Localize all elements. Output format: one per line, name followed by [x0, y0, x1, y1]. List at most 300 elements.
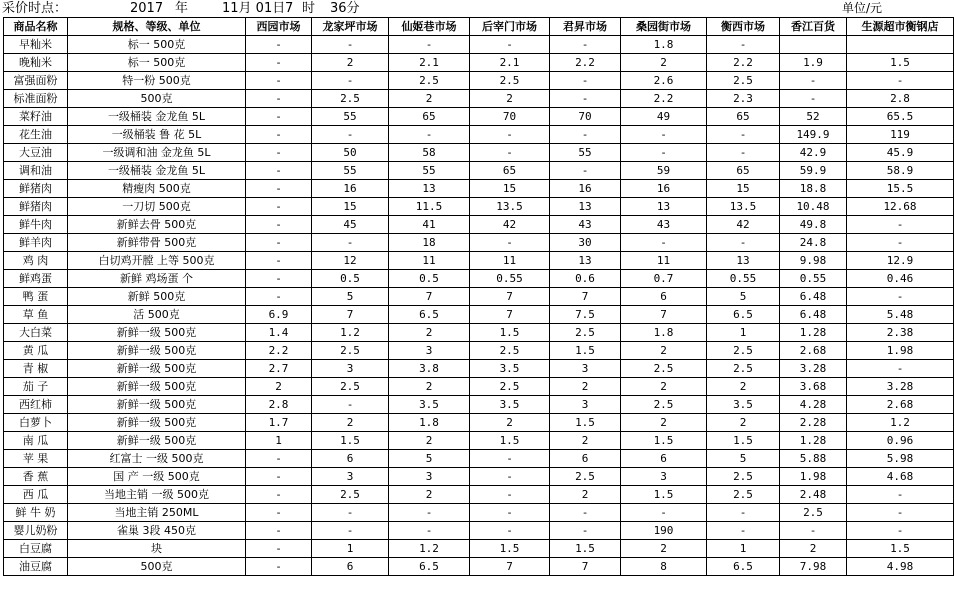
price-cell: -: [621, 504, 707, 522]
price-cell: 2.7: [246, 360, 312, 378]
price-cell: 2: [621, 378, 707, 396]
column-header: 西园市场: [246, 18, 312, 36]
price-cell: 7: [389, 288, 470, 306]
product-name-cell: 婴儿奶粉: [4, 522, 68, 540]
price-cell: 6: [312, 450, 389, 468]
price-cell: 41: [389, 216, 470, 234]
price-cell: 6: [621, 450, 707, 468]
price-cell: 2: [312, 54, 389, 72]
price-cell: -: [621, 126, 707, 144]
price-cell: 6: [312, 558, 389, 576]
spec-cell: 新鲜 500克: [68, 288, 246, 306]
price-cell: -: [246, 486, 312, 504]
price-cell: -: [470, 504, 550, 522]
price-cell: 6.5: [389, 558, 470, 576]
price-cell: -: [246, 72, 312, 90]
price-cell: 1.5: [550, 414, 621, 432]
product-name-cell: 富强面粉: [4, 72, 68, 90]
product-name-cell: 鲜牛肉: [4, 216, 68, 234]
price-cell: 3.5: [470, 396, 550, 414]
price-cell: 42: [707, 216, 780, 234]
spec-cell: 雀巢 3段 450克: [68, 522, 246, 540]
price-cell: -: [847, 234, 954, 252]
price-cell: 1.28: [780, 432, 847, 450]
price-cell: 1.2: [847, 414, 954, 432]
table-row: [4, 234, 954, 252]
price-cell: 65: [389, 108, 470, 126]
price-cell: 16: [312, 180, 389, 198]
product-name-cell: 鸡 肉: [4, 252, 68, 270]
price-cell: 6.5: [707, 306, 780, 324]
price-cell: 9.98: [780, 252, 847, 270]
table-row: [4, 126, 954, 144]
spec-cell: 新鲜一级 500克: [68, 360, 246, 378]
table-row: [4, 198, 954, 216]
price-cell: -: [389, 126, 470, 144]
table-row: [4, 414, 954, 432]
table-header-row: [4, 18, 954, 36]
product-name-cell: 香 蕉: [4, 468, 68, 486]
product-name-cell: 大豆油: [4, 144, 68, 162]
price-cell: 1.98: [847, 342, 954, 360]
price-cell: 2.5: [470, 378, 550, 396]
product-name-cell: 西 瓜: [4, 486, 68, 504]
price-table: [3, 17, 954, 576]
table-row: [4, 324, 954, 342]
price-cell: -: [550, 72, 621, 90]
price-cell: 2: [470, 414, 550, 432]
price-cell: -: [550, 126, 621, 144]
price-cell: 0.96: [847, 432, 954, 450]
price-cell: 11: [389, 252, 470, 270]
price-cell: 13: [389, 180, 470, 198]
price-cell: -: [389, 522, 470, 540]
price-cell: 6: [621, 288, 707, 306]
column-header: 龙家坪市场: [312, 18, 389, 36]
price-cell: -: [847, 504, 954, 522]
price-cell: -: [847, 216, 954, 234]
table-body: [4, 36, 954, 576]
table-row: [4, 378, 954, 396]
price-cell: -: [707, 126, 780, 144]
product-name-cell: 黄 瓜: [4, 342, 68, 360]
price-cell: 59.9: [780, 162, 847, 180]
price-cell: 11: [621, 252, 707, 270]
table-row: [4, 36, 954, 54]
table-row: [4, 360, 954, 378]
spec-cell: 新鲜一级 500克: [68, 324, 246, 342]
price-cell: 2.5: [470, 342, 550, 360]
price-cell: 2.5: [470, 72, 550, 90]
price-cell: 50: [312, 144, 389, 162]
price-cell: 55: [550, 144, 621, 162]
price-cell: 2.5: [312, 342, 389, 360]
table-row: [4, 90, 954, 108]
price-cell: 1.7: [246, 414, 312, 432]
product-name-cell: 鲜猪肉: [4, 198, 68, 216]
spec-cell: 500克: [68, 90, 246, 108]
price-cell: -: [470, 36, 550, 54]
table-row: [4, 522, 954, 540]
price-cell: 1.8: [621, 36, 707, 54]
column-header: 仙姬巷市场: [389, 18, 470, 36]
price-cell: 4.98: [847, 558, 954, 576]
product-name-cell: 西红柿: [4, 396, 68, 414]
price-cell: 0.6: [550, 270, 621, 288]
price-cell: 2.6: [621, 72, 707, 90]
spec-cell: 新鲜一级 500克: [68, 342, 246, 360]
price-cell: -: [847, 486, 954, 504]
price-cell: 2.5: [707, 486, 780, 504]
price-cell: 4.68: [847, 468, 954, 486]
price-cell: 3: [550, 396, 621, 414]
price-cell: -: [312, 396, 389, 414]
price-cell: 42: [470, 216, 550, 234]
price-cell: 55: [312, 108, 389, 126]
price-cell: 2.5: [550, 468, 621, 486]
spec-cell: 新鲜去骨 500克: [68, 216, 246, 234]
price-cell: 2: [707, 378, 780, 396]
price-cell: -: [707, 522, 780, 540]
spec-cell: 新鲜一级 500克: [68, 414, 246, 432]
price-cell: 7: [312, 306, 389, 324]
year-value: 2017: [130, 1, 164, 16]
table-row: [4, 288, 954, 306]
product-name-cell: 鸭 蛋: [4, 288, 68, 306]
product-name-cell: 茄 子: [4, 378, 68, 396]
price-cell: 2.3: [707, 90, 780, 108]
table-row: [4, 558, 954, 576]
price-cell: 12.9: [847, 252, 954, 270]
product-name-cell: 鲜羊肉: [4, 234, 68, 252]
price-cell: -: [780, 72, 847, 90]
spec-cell: 500克: [68, 558, 246, 576]
price-cell: -: [246, 504, 312, 522]
price-cell: 1.5: [550, 342, 621, 360]
table-row: [4, 144, 954, 162]
price-cell: 3: [389, 468, 470, 486]
column-header: 商品名称: [4, 18, 68, 36]
price-cell: 3: [389, 342, 470, 360]
spec-cell: 新鲜一级 500克: [68, 378, 246, 396]
price-cell: 7: [621, 306, 707, 324]
price-cell: 3: [550, 360, 621, 378]
price-cell: 2: [389, 486, 470, 504]
product-name-cell: 苹 果: [4, 450, 68, 468]
price-cell: -: [246, 198, 312, 216]
price-cell: 6: [550, 450, 621, 468]
price-cell: 5: [389, 450, 470, 468]
price-cell: 30: [550, 234, 621, 252]
product-name-cell: 油豆腐: [4, 558, 68, 576]
price-cell: 58.9: [847, 162, 954, 180]
spec-cell: 精瘦肉 500克: [68, 180, 246, 198]
price-cell: 55: [312, 162, 389, 180]
price-cell: 1.5: [550, 540, 621, 558]
price-cell: 6.5: [389, 306, 470, 324]
price-cell: 2.5: [312, 486, 389, 504]
price-cell: -: [550, 36, 621, 54]
price-cell: 7: [470, 306, 550, 324]
price-cell: 190: [621, 522, 707, 540]
time-label: 采价时点：: [2, 1, 68, 16]
price-cell: -: [246, 522, 312, 540]
minute-value: 36分: [330, 1, 360, 16]
price-cell: 2: [780, 540, 847, 558]
price-cell: 2.5: [389, 72, 470, 90]
product-name-cell: 鲜 牛 奶: [4, 504, 68, 522]
price-cell: 45.9: [847, 144, 954, 162]
price-cell: 1.4: [246, 324, 312, 342]
spec-cell: 特一粉 500克: [68, 72, 246, 90]
price-cell: 7: [470, 558, 550, 576]
price-cell: 0.5: [389, 270, 470, 288]
spec-cell: 一级桶装 金龙鱼 5L: [68, 108, 246, 126]
price-cell: 2: [389, 90, 470, 108]
spec-cell: 新鲜 鸡场蛋 个: [68, 270, 246, 288]
price-cell: 2.8: [246, 396, 312, 414]
price-cell: 2: [550, 378, 621, 396]
product-name-cell: 大白菜: [4, 324, 68, 342]
price-cell: [847, 36, 954, 54]
table-row: [4, 468, 954, 486]
table-row: [4, 54, 954, 72]
price-cell: -: [470, 486, 550, 504]
spec-cell: 白切鸡开膛 上等 500克: [68, 252, 246, 270]
table-row: [4, 504, 954, 522]
spec-cell: 新鲜一级 500克: [68, 396, 246, 414]
price-cell: 2: [707, 414, 780, 432]
price-cell: -: [389, 36, 470, 54]
hour-value: 7: [285, 1, 294, 16]
price-cell: 2: [389, 432, 470, 450]
price-cell: -: [621, 234, 707, 252]
price-cell: 45: [312, 216, 389, 234]
price-cell: 15: [707, 180, 780, 198]
spec-cell: 一级桶装 金龙鱼 5L: [68, 162, 246, 180]
price-cell: 10.48: [780, 198, 847, 216]
price-cell: 15.5: [847, 180, 954, 198]
price-cell: 3.28: [780, 360, 847, 378]
price-cell: 3: [312, 468, 389, 486]
price-cell: 0.55: [470, 270, 550, 288]
price-cell: -: [707, 504, 780, 522]
price-cell: 0.5: [312, 270, 389, 288]
price-cell: 70: [470, 108, 550, 126]
price-cell: -: [550, 504, 621, 522]
price-cell: 1: [707, 540, 780, 558]
price-cell: 2.2: [246, 342, 312, 360]
price-cell: 1: [707, 324, 780, 342]
price-cell: 1.5: [847, 54, 954, 72]
product-name-cell: 白豆腐: [4, 540, 68, 558]
price-cell: 2.1: [470, 54, 550, 72]
price-cell: 49: [621, 108, 707, 126]
price-cell: 18: [389, 234, 470, 252]
table-row: [4, 306, 954, 324]
column-header: 生源超市衡钢店: [847, 18, 954, 36]
price-cell: 65: [707, 108, 780, 126]
unit-label: 单位/元: [842, 1, 883, 15]
table-row: [4, 180, 954, 198]
price-cell: 6.5: [707, 558, 780, 576]
price-cell: 2.8: [847, 90, 954, 108]
price-cell: -: [312, 504, 389, 522]
price-cell: 5.48: [847, 306, 954, 324]
price-cell: 6.48: [780, 288, 847, 306]
price-cell: 5.88: [780, 450, 847, 468]
price-cell: 2.5: [621, 396, 707, 414]
price-cell: 7: [470, 288, 550, 306]
price-cell: -: [312, 72, 389, 90]
price-cell: 1.5: [621, 486, 707, 504]
price-cell: 3.5: [707, 396, 780, 414]
price-cell: 11.5: [389, 198, 470, 216]
price-cell: 3.8: [389, 360, 470, 378]
table-row: [4, 216, 954, 234]
product-name-cell: 白萝卜: [4, 414, 68, 432]
price-cell: 7.98: [780, 558, 847, 576]
price-cell: 2: [621, 414, 707, 432]
price-cell: 5: [312, 288, 389, 306]
price-cell: -: [246, 558, 312, 576]
price-cell: -: [470, 450, 550, 468]
price-cell: 1.9: [780, 54, 847, 72]
price-cell: 7: [550, 558, 621, 576]
price-cell: -: [470, 234, 550, 252]
price-cell: 13: [621, 198, 707, 216]
price-cell: 18.8: [780, 180, 847, 198]
price-cell: 2.2: [707, 54, 780, 72]
spec-cell: 当地主销 250ML: [68, 504, 246, 522]
price-cell: -: [847, 288, 954, 306]
price-cell: 3.5: [470, 360, 550, 378]
price-cell: -: [707, 144, 780, 162]
price-cell: 3: [621, 468, 707, 486]
price-cell: 3.68: [780, 378, 847, 396]
price-cell: 1.28: [780, 324, 847, 342]
price-cell: 1.5: [707, 432, 780, 450]
price-cell: 59: [621, 162, 707, 180]
price-cell: 2.5: [621, 360, 707, 378]
price-cell: 15: [312, 198, 389, 216]
price-cell: 1.5: [312, 432, 389, 450]
price-cell: 8: [621, 558, 707, 576]
price-cell: -: [550, 162, 621, 180]
price-cell: 2.2: [621, 90, 707, 108]
price-cell: 70: [550, 108, 621, 126]
price-cell: 13: [550, 252, 621, 270]
table-row: [4, 432, 954, 450]
price-cell: 1.5: [470, 432, 550, 450]
price-cell: 65: [470, 162, 550, 180]
price-cell: -: [312, 126, 389, 144]
price-cell: 5: [707, 450, 780, 468]
price-cell: 1.5: [470, 540, 550, 558]
price-cell: 1.5: [847, 540, 954, 558]
spec-cell: 国 产 一级 500克: [68, 468, 246, 486]
price-cell: 65.5: [847, 108, 954, 126]
price-cell: -: [847, 360, 954, 378]
price-cell: -: [621, 144, 707, 162]
price-cell: 0.55: [780, 270, 847, 288]
price-cell: 43: [621, 216, 707, 234]
price-cell: 2: [621, 540, 707, 558]
column-header: 规格、等级、单位: [68, 18, 246, 36]
report-header: [0, 0, 954, 17]
price-cell: 65: [707, 162, 780, 180]
price-cell: 0.7: [621, 270, 707, 288]
product-name-cell: 草 鱼: [4, 306, 68, 324]
table-row: [4, 540, 954, 558]
price-cell: -: [847, 72, 954, 90]
price-cell: 5: [707, 288, 780, 306]
product-name-cell: 南 瓜: [4, 432, 68, 450]
price-cell: 1.8: [621, 324, 707, 342]
price-cell: 7.5: [550, 306, 621, 324]
column-header: 君昇市场: [550, 18, 621, 36]
price-cell: -: [246, 288, 312, 306]
price-cell: 2: [621, 54, 707, 72]
price-cell: -: [847, 522, 954, 540]
price-cell: 149.9: [780, 126, 847, 144]
price-cell: -: [246, 270, 312, 288]
product-name-cell: 青 椒: [4, 360, 68, 378]
price-cell: 2.5: [707, 360, 780, 378]
price-cell: 13: [707, 252, 780, 270]
spec-cell: 一级桶装 鲁 花 5L: [68, 126, 246, 144]
price-cell: -: [707, 36, 780, 54]
table-row: [4, 72, 954, 90]
price-cell: -: [780, 522, 847, 540]
price-cell: 2.5: [312, 378, 389, 396]
price-cell: -: [312, 234, 389, 252]
column-header: 后宰门市场: [470, 18, 550, 36]
price-cell: 2: [550, 486, 621, 504]
price-cell: 2.2: [550, 54, 621, 72]
price-cell: 16: [550, 180, 621, 198]
price-cell: 4.28: [780, 396, 847, 414]
price-cell: 2.68: [780, 342, 847, 360]
price-cell: 1: [312, 540, 389, 558]
spec-cell: 当地主销 一级 500克: [68, 486, 246, 504]
price-cell: -: [246, 54, 312, 72]
price-cell: 6.48: [780, 306, 847, 324]
price-cell: 2: [621, 342, 707, 360]
price-cell: 11: [470, 252, 550, 270]
price-cell: 12.68: [847, 198, 954, 216]
price-cell: 55: [389, 162, 470, 180]
price-cell: -: [780, 90, 847, 108]
spec-cell: 标一 500克: [68, 54, 246, 72]
hour-unit: 时: [302, 1, 316, 16]
column-header: 桑园街市场: [621, 18, 707, 36]
price-cell: -: [246, 126, 312, 144]
column-header: 香江百货: [780, 18, 847, 36]
product-name-cell: 标准面粉: [4, 90, 68, 108]
spec-cell: 新鲜一级 500克: [68, 432, 246, 450]
table-row: [4, 486, 954, 504]
price-cell: 2.5: [707, 72, 780, 90]
price-cell: -: [550, 90, 621, 108]
price-cell: [780, 36, 847, 54]
price-cell: 2: [389, 378, 470, 396]
price-cell: 2: [312, 414, 389, 432]
price-cell: 1.8: [389, 414, 470, 432]
price-cell: -: [246, 468, 312, 486]
price-cell: 119: [847, 126, 954, 144]
price-cell: 15: [470, 180, 550, 198]
